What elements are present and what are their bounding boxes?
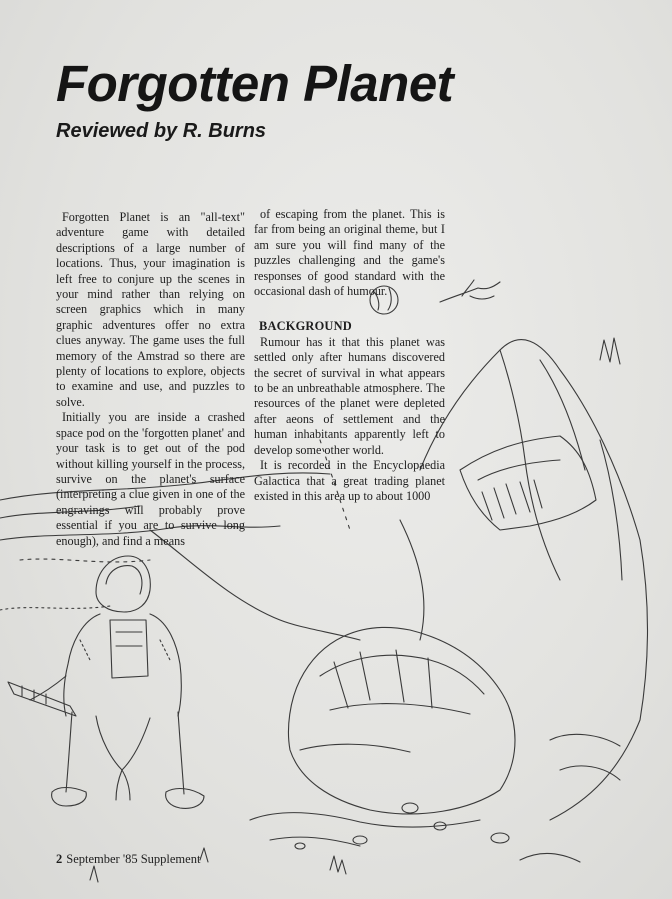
text-column-left — [56, 210, 245, 549]
page-number: 2 — [56, 852, 63, 866]
page-footer — [56, 852, 200, 867]
body-paragraph: Forgotten Planet is an "all-text" adventure game with detailed descriptions of a large number of locations. Thus, your imagination is left free to conjure up the scenes in your mind rather than relying on screen graphics which in many graphic adventures offer no extra clues anyway. The game uses the full memory of the Amstrad so there are plenty of locations to explore, objects to examine and use, and puzzles to solve. — [56, 210, 245, 409]
body-paragraph: It is recorded in the Encyclopaedia Galactica that a great trading planet existed in this area up to about 1000 — [254, 458, 445, 503]
section-heading-background: BACKGROUND — [259, 319, 352, 334]
body-paragraph: Rumour has it that this planet was settled only after humans discovered the secret of survival in what appears to be an unbreathable atmosphere. The resources of the planet were depleted after aeons of settlement and the human inhabitants apparently left to develop some other world. — [254, 334, 445, 457]
article-title: Forgotten Planet — [56, 55, 454, 112]
body-paragraph: of escaping from the planet. This is far from being an original theme, but I am sure you will find many of the puzzles challenging and the game's responses of good standard with the occasional dash of humour. — [254, 207, 445, 299]
text-column-right — [254, 207, 445, 504]
article-byline: Reviewed by R. Burns — [56, 120, 267, 142]
body-paragraph: Initially you are inside a crashed space pod on the 'forgotten planet' and your task is to get out of the pod without killing yourself in the process, survive on the planet's surface (interpreting a clue given in one of the engravings will probably prove essential if you are to survive long enough), and find a means — [56, 410, 245, 548]
issue-label: September '85 Supplement — [66, 852, 201, 866]
